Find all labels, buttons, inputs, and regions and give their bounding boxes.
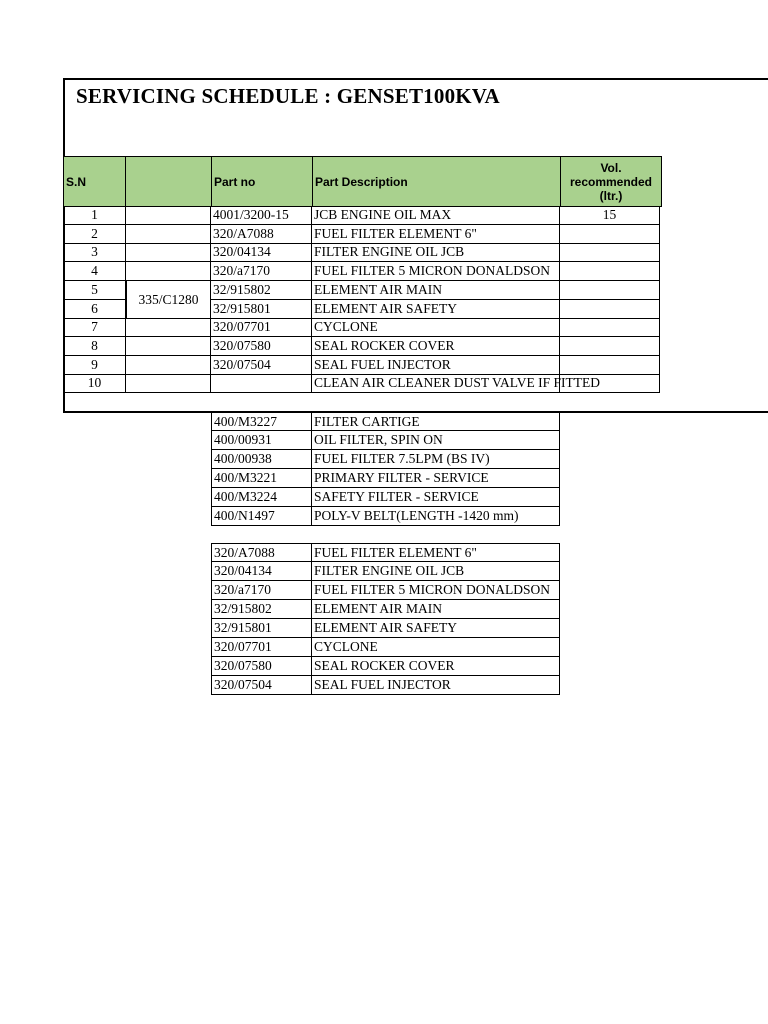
part-description-cell: ELEMENT AIR MAIN [311, 600, 560, 619]
table-row [211, 450, 560, 469]
part-description-cell: CLEAN AIR CLEANER DUST VALVE IF FITTED [312, 374, 560, 393]
part-no-cell: 320/a7170 [211, 581, 312, 600]
part-description-cell: CYCLONE [312, 318, 560, 337]
part-description-cell: SEAL ROCKER COVER [311, 657, 560, 676]
header-vol-line2: recommended [569, 174, 653, 189]
part-description-cell: ELEMENT AIR MAIN [312, 281, 560, 300]
part-description-cell: JCB ENGINE OIL MAX [312, 206, 560, 225]
table-row [63, 225, 760, 244]
vol-cell [560, 225, 660, 244]
group-cell [126, 206, 211, 225]
part-description-cell: FILTER CARTIGE [311, 412, 560, 431]
table-row [211, 431, 560, 450]
parts-table-2 [211, 412, 560, 526]
header-part-description: Part Description [312, 156, 561, 207]
table-row [211, 676, 560, 695]
table-row [211, 562, 560, 581]
part-description-cell: FUEL FILTER 7.5LPM (BS IV) [311, 450, 560, 469]
part-description-cell: SEAL FUEL INJECTOR [312, 356, 560, 375]
group-cell [126, 356, 211, 375]
vol-cell [560, 300, 660, 319]
part-description-cell: ELEMENT AIR SAFETY [312, 300, 560, 319]
part-no-cell: 400/00938 [211, 450, 312, 469]
group-cell [126, 262, 211, 281]
header-sn: S.N [63, 156, 126, 207]
vol-cell [560, 281, 660, 300]
group-cell [126, 318, 211, 337]
sn-cell: 2 [63, 225, 126, 244]
table-row [63, 206, 760, 225]
group-cell [126, 243, 211, 262]
group-cell [126, 225, 211, 244]
group-cell [126, 337, 211, 356]
header-part-no: Part no [211, 156, 313, 207]
part-description-cell: OIL FILTER, SPIN ON [311, 431, 560, 450]
vol-cell [560, 318, 660, 337]
sn-cell: 9 [63, 356, 126, 375]
part-description-cell: SAFETY FILTER - SERVICE [311, 488, 560, 507]
sn-cell: 5 [63, 281, 126, 300]
part-description-cell: FUEL FILTER 5 MICRON DONALDSON [312, 262, 560, 281]
part-description-cell: FUEL FILTER ELEMENT 6" [312, 225, 560, 244]
table-row [63, 337, 760, 356]
sn-cell: 1 [63, 206, 126, 225]
table-row [211, 619, 560, 638]
table-row [211, 543, 560, 562]
part-description-cell: CYCLONE [311, 638, 560, 657]
header-blank [125, 156, 212, 207]
sn-cell: 10 [63, 374, 126, 393]
part-description-cell: FILTER ENGINE OIL JCB [311, 562, 560, 581]
table-row [211, 412, 560, 431]
sn-cell: 4 [63, 262, 126, 281]
header-vol-line1: Vol. [600, 160, 622, 175]
sn-cell: 7 [63, 318, 126, 337]
part-no-cell: 32/915801 [211, 300, 312, 319]
part-no-cell: 320/07701 [211, 318, 312, 337]
table-row [211, 488, 560, 507]
group-cell [126, 374, 211, 393]
vol-cell [560, 356, 660, 375]
part-no-cell: 4001/3200-15 [211, 206, 312, 225]
part-no-cell: 320/07580 [211, 657, 312, 676]
table-row [211, 600, 560, 619]
merged-group-label: 335/C1280 [126, 281, 211, 319]
vol-cell [560, 243, 660, 262]
vol-cell [560, 337, 660, 356]
vol-cell [560, 374, 660, 393]
part-no-cell: 400/M3221 [211, 469, 312, 488]
part-no-cell: 32/915802 [211, 600, 312, 619]
table-row [63, 318, 760, 337]
vol-cell: 15 [560, 206, 660, 225]
sn-cell: 8 [63, 337, 126, 356]
part-description-cell: FUEL FILTER ELEMENT 6" [311, 543, 560, 562]
table-row [211, 469, 560, 488]
parts-table-3 [211, 543, 560, 695]
table-row [63, 243, 760, 262]
part-description-cell: SEAL ROCKER COVER [312, 337, 560, 356]
part-no-cell: 320/04134 [211, 562, 312, 581]
part-no-cell: 32/915802 [211, 281, 312, 300]
part-description-cell: FILTER ENGINE OIL JCB [312, 243, 560, 262]
sn-cell: 3 [63, 243, 126, 262]
sn-cell: 6 [63, 300, 126, 319]
table-row [63, 374, 760, 393]
part-no-cell: 320/07504 [211, 356, 312, 375]
table-row [211, 507, 560, 526]
part-no-cell: 32/915801 [211, 619, 312, 638]
part-no-cell: 400/00931 [211, 431, 312, 450]
page-title: SERVICING SCHEDULE : GENSET100KVA [76, 84, 500, 108]
part-description-cell: SEAL FUEL INJECTOR [311, 676, 560, 695]
table-row [211, 657, 560, 676]
part-no-cell: 320/07580 [211, 337, 312, 356]
part-no-cell: 320/07504 [211, 676, 312, 695]
part-description-cell: POLY-V BELT(LENGTH -1420 mm) [311, 507, 560, 526]
table-bottom-row [63, 393, 760, 412]
part-no-cell: 400/M3224 [211, 488, 312, 507]
table-row [63, 356, 760, 375]
part-description-cell: ELEMENT AIR SAFETY [311, 619, 560, 638]
part-description-cell: PRIMARY FILTER - SERVICE [311, 469, 560, 488]
part-no-cell: 320/A7088 [211, 543, 312, 562]
part-no-cell: 320/A7088 [211, 225, 312, 244]
header-vol-line3: (ltr.) [599, 188, 623, 203]
table-row [63, 262, 760, 281]
part-no-cell [211, 374, 312, 393]
table-row [211, 581, 560, 600]
part-no-cell: 400/N1497 [211, 507, 312, 526]
part-no-cell: 320/04134 [211, 243, 312, 262]
part-no-cell: 320/07701 [211, 638, 312, 657]
vol-cell [560, 262, 660, 281]
table-row [211, 638, 560, 657]
part-no-cell: 320/a7170 [211, 262, 312, 281]
header-vol-recommended [560, 156, 662, 207]
part-description-cell: FUEL FILTER 5 MICRON DONALDSON [311, 581, 560, 600]
part-no-cell: 400/M3227 [211, 412, 312, 431]
